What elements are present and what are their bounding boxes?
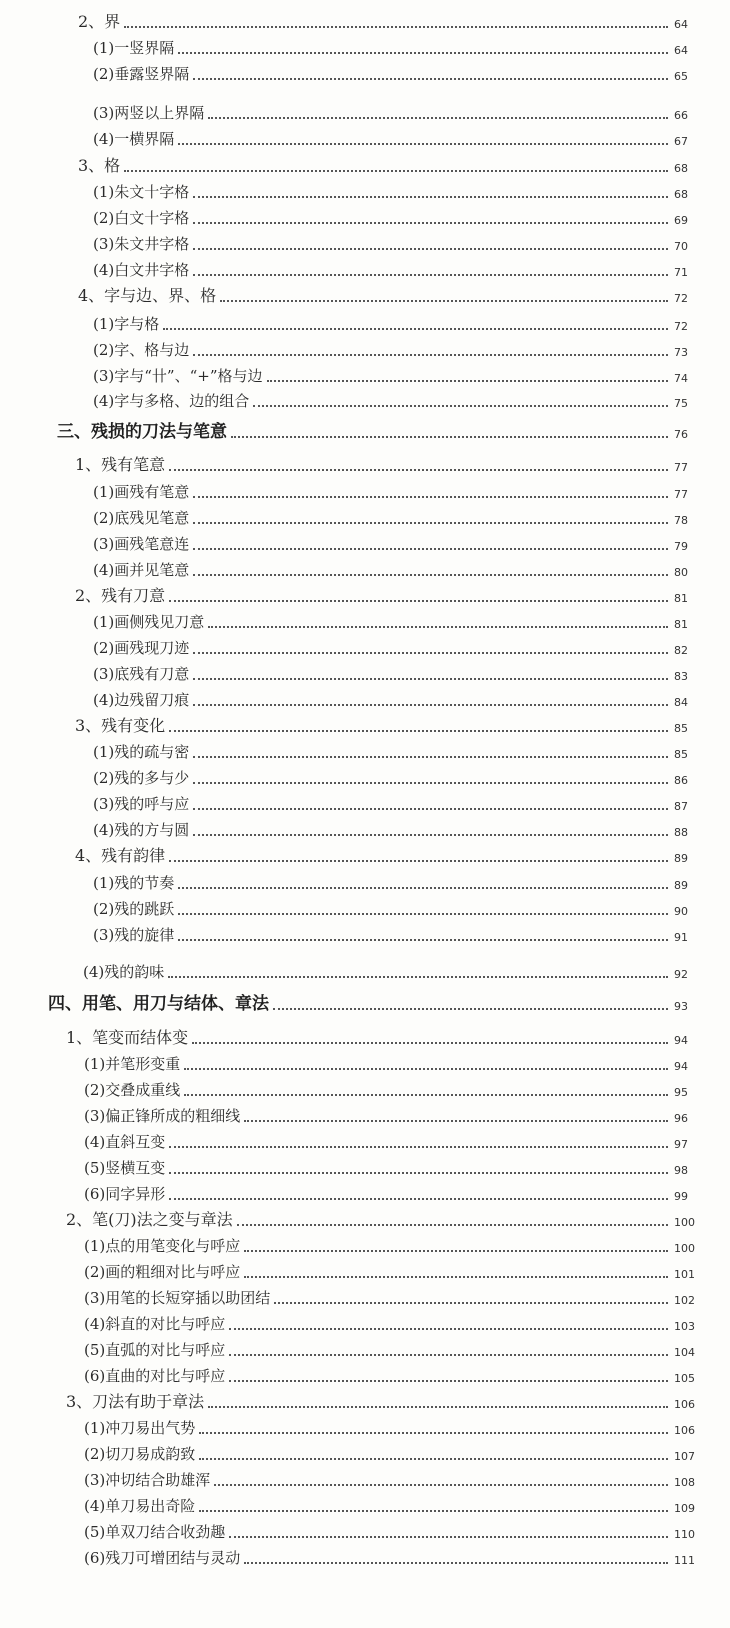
dot-leader (208, 1406, 668, 1408)
toc-label: (3)画残笔意连 (93, 535, 190, 553)
dot-leader (193, 548, 668, 550)
toc-label: 2、笔(刀)法之变与章法 (66, 1210, 233, 1229)
dot-leader (193, 274, 668, 276)
toc-item (0, 478, 730, 502)
dot-leader (193, 808, 668, 810)
toc-page-number: 68 (674, 162, 688, 175)
dot-leader (184, 1068, 668, 1070)
dot-leader (244, 1120, 668, 1122)
toc-page-number: 71 (674, 266, 688, 279)
toc-page-number: 88 (674, 826, 688, 839)
toc-item (0, 1544, 730, 1568)
toc-label: (4)单刀易出奇险 (84, 1497, 196, 1515)
toc-page-number: 95 (674, 1086, 688, 1099)
toc-item (0, 1050, 730, 1074)
toc-item (0, 1414, 730, 1438)
toc-chapter (0, 152, 730, 176)
toc-label: (4)一横界隔 (93, 130, 175, 148)
toc-chapter (0, 282, 730, 306)
toc-label: (1)画残有笔意 (93, 483, 190, 501)
toc-label: (2)残的跳跃 (93, 900, 175, 918)
toc-item (0, 1440, 730, 1464)
dot-leader (267, 380, 669, 382)
toc-label: (4)残的方与圆 (93, 821, 190, 839)
dot-leader (237, 1224, 668, 1226)
toc-page-number: 84 (674, 696, 688, 709)
dot-leader (220, 300, 668, 302)
toc-label: (4)字与多格、边的组合 (93, 392, 250, 410)
toc-item (0, 1102, 730, 1126)
toc-label: 1、笔变而结体变 (66, 1028, 189, 1047)
dot-leader (229, 1380, 668, 1382)
dot-leader (208, 117, 668, 119)
toc-page-number: 74 (674, 372, 688, 385)
toc-label: (1)字与格 (93, 315, 160, 333)
dot-leader (193, 782, 668, 784)
toc-page-number: 97 (674, 1138, 688, 1151)
toc-page-number: 106 (674, 1398, 695, 1411)
dot-leader (193, 222, 668, 224)
toc-page-number: 76 (674, 428, 688, 441)
toc-label: (1)画侧残见刀意 (93, 613, 205, 631)
dot-leader (124, 26, 668, 28)
dot-leader (178, 913, 668, 915)
toc-item (0, 869, 730, 893)
toc-label: (3)朱文井字格 (93, 235, 190, 253)
toc-label: (2)残的多与少 (93, 769, 190, 787)
toc-item (0, 738, 730, 762)
toc-label: (2)垂露竖界隔 (93, 65, 190, 83)
dot-leader (193, 496, 668, 498)
dot-leader (193, 78, 668, 80)
dot-leader (193, 756, 668, 758)
toc-label: (2)交叠成重线 (84, 1081, 181, 1099)
toc-label: (3)偏正锋所成的粗细线 (84, 1107, 241, 1125)
toc-page-number: 108 (674, 1476, 695, 1489)
toc-chapter (0, 842, 730, 866)
toc-page-number: 94 (674, 1034, 688, 1047)
toc-chapter (0, 712, 730, 736)
toc-item (0, 1180, 730, 1204)
toc-section (0, 418, 730, 442)
toc-page-number: 103 (674, 1320, 695, 1333)
toc-item (0, 816, 730, 840)
toc-label: (4)残的韵味 (83, 963, 165, 981)
toc-item (0, 556, 730, 580)
toc-label: (3)底残有刀意 (93, 665, 190, 683)
toc-chapter (0, 1206, 730, 1230)
toc-item (0, 1128, 730, 1152)
dot-leader (169, 469, 668, 471)
toc-label: (1)一竖界隔 (93, 39, 175, 57)
toc-page-number: 101 (674, 1268, 695, 1281)
toc-label: (5)直弧的对比与呼应 (84, 1341, 226, 1359)
toc-item (0, 530, 730, 554)
toc-label: 3、格 (78, 156, 121, 175)
toc-page-number: 69 (674, 214, 688, 227)
toc-page-number: 65 (674, 70, 688, 83)
toc-page-number: 81 (674, 592, 688, 605)
toc-page-number: 89 (674, 852, 688, 865)
toc-label: (2)画残现刀迹 (93, 639, 190, 657)
toc-page-number: 68 (674, 188, 688, 201)
dot-leader (178, 143, 668, 145)
dot-leader (253, 405, 668, 407)
dot-leader (169, 730, 668, 732)
toc-chapter (0, 582, 730, 606)
toc-page-number: 85 (674, 748, 688, 761)
toc-label: (4)斜直的对比与呼应 (84, 1315, 226, 1333)
toc-item (0, 1284, 730, 1308)
toc-page-number: 109 (674, 1502, 695, 1515)
dot-leader (193, 704, 668, 706)
toc-page-number: 98 (674, 1164, 688, 1177)
toc-page-number: 78 (674, 514, 688, 527)
toc-item (0, 608, 730, 632)
toc-label: (3)冲切结合助雄浑 (84, 1471, 211, 1489)
toc-label: (6)同字异形 (84, 1185, 166, 1203)
toc-page-number: 80 (674, 566, 688, 579)
dot-leader (244, 1250, 668, 1252)
toc-page-number: 82 (674, 644, 688, 657)
toc-item (0, 1310, 730, 1334)
toc-item (0, 99, 730, 123)
toc-label: (2)白文十字格 (93, 209, 190, 227)
toc-item (0, 34, 730, 58)
toc-label: (2)切刀易成韵致 (84, 1445, 196, 1463)
toc-page-number: 105 (674, 1372, 695, 1385)
toc-label: (3)残的旋律 (93, 926, 175, 944)
toc-page-number: 93 (674, 1000, 688, 1013)
toc-item (0, 1076, 730, 1100)
dot-leader (178, 52, 668, 54)
toc-label: (1)残的疏与密 (93, 743, 190, 761)
dot-leader (193, 834, 668, 836)
toc-item (0, 125, 730, 149)
toc-item (0, 1336, 730, 1360)
toc-label: 三、残损的刀法与笔意 (57, 422, 227, 442)
toc-label: (1)残的节奏 (93, 874, 175, 892)
toc-item (0, 256, 730, 280)
toc-item (0, 660, 730, 684)
toc-page-number: 94 (674, 1060, 688, 1073)
toc-item (0, 895, 730, 919)
toc-page-number: 92 (674, 968, 688, 981)
toc-label: (2)字、格与边 (93, 341, 190, 359)
toc-page-number: 66 (674, 109, 688, 122)
toc-item (0, 204, 730, 228)
toc-page-number: 90 (674, 905, 688, 918)
toc-page-number: 107 (674, 1450, 695, 1463)
dot-leader (192, 1042, 668, 1044)
toc-page-number: 64 (674, 18, 688, 31)
toc-page-number: 91 (674, 931, 688, 944)
toc-page-number: 72 (674, 292, 688, 305)
dot-leader (169, 1172, 668, 1174)
dot-leader (273, 1008, 668, 1010)
toc-page-number: 104 (674, 1346, 695, 1359)
toc-label: 4、字与边、界、格 (78, 286, 217, 305)
toc-item (0, 362, 730, 386)
toc-chapter (0, 1024, 730, 1048)
toc-label: (1)朱文十字格 (93, 183, 190, 201)
dot-leader (163, 328, 668, 330)
toc-item (0, 686, 730, 710)
toc-label: 4、残有韵律 (75, 846, 166, 865)
toc-chapter (0, 8, 730, 32)
toc-page-number: 81 (674, 618, 688, 631)
toc-label: (3)用笔的长短穿插以助团结 (84, 1289, 271, 1307)
toc-page-number: 106 (674, 1424, 695, 1437)
toc-page-number: 85 (674, 722, 688, 735)
dot-leader (229, 1328, 668, 1330)
toc-page-number: 99 (674, 1190, 688, 1203)
toc-item (0, 764, 730, 788)
toc-label: (4)边残留刀痕 (93, 691, 190, 709)
toc-chapter (0, 1388, 730, 1412)
toc-item (0, 60, 730, 84)
toc-item (0, 1362, 730, 1386)
toc-label: 2、残有刀意 (75, 586, 166, 605)
toc-item (0, 387, 730, 411)
toc-page-number: 110 (674, 1528, 695, 1541)
dot-leader (169, 600, 668, 602)
toc-label: (4)直斜互变 (84, 1133, 166, 1151)
toc-page-number: 102 (674, 1294, 695, 1307)
toc-item (0, 230, 730, 254)
toc-item (0, 310, 730, 334)
dot-leader (184, 1094, 668, 1096)
dot-leader (178, 939, 668, 941)
toc-label: (6)残刀可增团结与灵动 (84, 1549, 241, 1567)
dot-leader (193, 574, 668, 576)
toc-item (0, 504, 730, 528)
dot-leader (274, 1302, 668, 1304)
toc-label: 3、残有变化 (75, 716, 166, 735)
dot-leader (178, 887, 668, 889)
toc-label: (4)画并见笔意 (93, 561, 190, 579)
toc-label: (1)并笔形变重 (84, 1055, 181, 1073)
toc-label: 四、用笔、用刀与结体、章法 (48, 994, 269, 1014)
dot-leader (169, 860, 668, 862)
toc-item (0, 1232, 730, 1256)
toc-item (0, 1258, 730, 1282)
toc-label: (1)冲刀易出气势 (84, 1419, 196, 1437)
toc-item (0, 1518, 730, 1542)
toc-item (0, 921, 730, 945)
dot-leader (244, 1276, 668, 1278)
toc-page-number: 96 (674, 1112, 688, 1125)
toc-label: (2)画的粗细对比与呼应 (84, 1263, 241, 1281)
dot-leader (244, 1562, 668, 1564)
toc-item (0, 1154, 730, 1178)
dot-leader (193, 678, 668, 680)
dot-leader (199, 1458, 668, 1460)
toc-page-number: 75 (674, 397, 688, 410)
toc-page-number: 111 (674, 1554, 695, 1567)
toc-label: (3)残的呼与应 (93, 795, 190, 813)
dot-leader (199, 1432, 668, 1434)
toc-page-number: 100 (674, 1216, 695, 1229)
toc-label: (4)白文井字格 (93, 261, 190, 279)
dot-leader (208, 626, 668, 628)
toc-item (0, 634, 730, 658)
toc-page-number: 73 (674, 346, 688, 359)
toc-item (0, 336, 730, 360)
toc-label: (6)直曲的对比与呼应 (84, 1367, 226, 1385)
toc-page-number: 64 (674, 44, 688, 57)
dot-leader (229, 1536, 668, 1538)
toc-page-number: 77 (674, 461, 688, 474)
toc-page-number: 72 (674, 320, 688, 333)
toc-page-number: 100 (674, 1242, 695, 1255)
toc-page-number: 86 (674, 774, 688, 787)
toc-label: (3)字与“卄”、“+”格与边 (93, 367, 263, 385)
toc-page-number: 83 (674, 670, 688, 683)
dot-leader (193, 652, 668, 654)
toc-label: (3)两竖以上界隔 (93, 104, 205, 122)
toc-label: 2、界 (78, 12, 121, 31)
toc-page-number: 87 (674, 800, 688, 813)
dot-leader (124, 170, 668, 172)
toc-item (0, 1466, 730, 1490)
toc-label: (2)底残见笔意 (93, 509, 190, 527)
dot-leader (193, 354, 668, 356)
dot-leader (229, 1354, 668, 1356)
toc-item (0, 790, 730, 814)
toc-item (0, 178, 730, 202)
toc-page-number: 77 (674, 488, 688, 501)
dot-leader (214, 1484, 668, 1486)
toc-page-number: 89 (674, 879, 688, 892)
dot-leader (193, 522, 668, 524)
dot-leader (169, 1198, 668, 1200)
dot-leader (199, 1510, 668, 1512)
toc-label: 3、刀法有助于章法 (66, 1392, 205, 1411)
toc-label: 1、残有笔意 (75, 455, 166, 474)
toc-label: (5)竖横互变 (84, 1159, 166, 1177)
toc-page-number: 67 (674, 135, 688, 148)
dot-leader (193, 248, 668, 250)
toc-label: (1)点的用笔变化与呼应 (84, 1237, 241, 1255)
toc-item (0, 1492, 730, 1516)
dot-leader (231, 436, 668, 438)
toc-label: (5)单双刀结合收劲趣 (84, 1523, 226, 1541)
toc-item (0, 958, 730, 982)
dot-leader (168, 976, 668, 978)
toc-page-number: 70 (674, 240, 688, 253)
toc-section (0, 990, 730, 1014)
dot-leader (169, 1146, 668, 1148)
toc-page-number: 79 (674, 540, 688, 553)
dot-leader (193, 196, 668, 198)
toc-chapter (0, 451, 730, 475)
